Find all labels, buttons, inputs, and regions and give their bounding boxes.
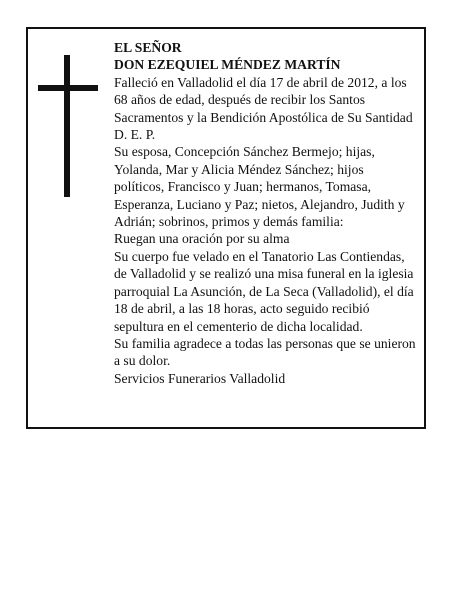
funeral-details-paragraph: Su cuerpo fue velado en el Tanatorio Las Contiendas, de Valladolid y se realizó una misa funeral en la iglesia parroquial La Asunción, de La Seca (Valladolid), el día 18 de abril, a las 18 horas, acto seguido recibió sepultura en el cementerio de dicha localidad. (114, 248, 414, 334)
notice-title: EL SEÑOR (114, 40, 182, 55)
thanks-paragraph: Su familia agradece a todas las personas que se unieron a su dolor. (114, 335, 416, 369)
cross-vertical-bar (64, 55, 70, 197)
cross-horizontal-bar (38, 85, 98, 91)
death-announcement-paragraph: Falleció en Valladolid el día 17 de abril de 2012, a los 68 años de edad, después de recibir los Santos Sacramentos y la Bendición Apostólica de Su Santidad D. E. P. (114, 74, 413, 143)
family-members-paragraph: Su esposa, Concepción Sánchez Bermejo; hijas, Yolanda, Mar y Alicia Méndez Sánchez; hijos políticos, Francisco y Juan; hermanos, Tomasa, Esperanza, Luciano y Paz; nietos, Alejandro, Judith y Adrián; sobrinos, primos y demás familia: (114, 144, 405, 230)
obituary-text (114, 39, 416, 387)
funeral-services-signature: Servicios Funerarios Valladolid (114, 370, 286, 386)
deceased-name: DON EZEQUIEL MÉNDEZ MARTÍN (114, 57, 341, 73)
prayer-request-line: Ruegan una oración por su alma (114, 231, 290, 247)
latin-cross-icon (38, 55, 98, 197)
